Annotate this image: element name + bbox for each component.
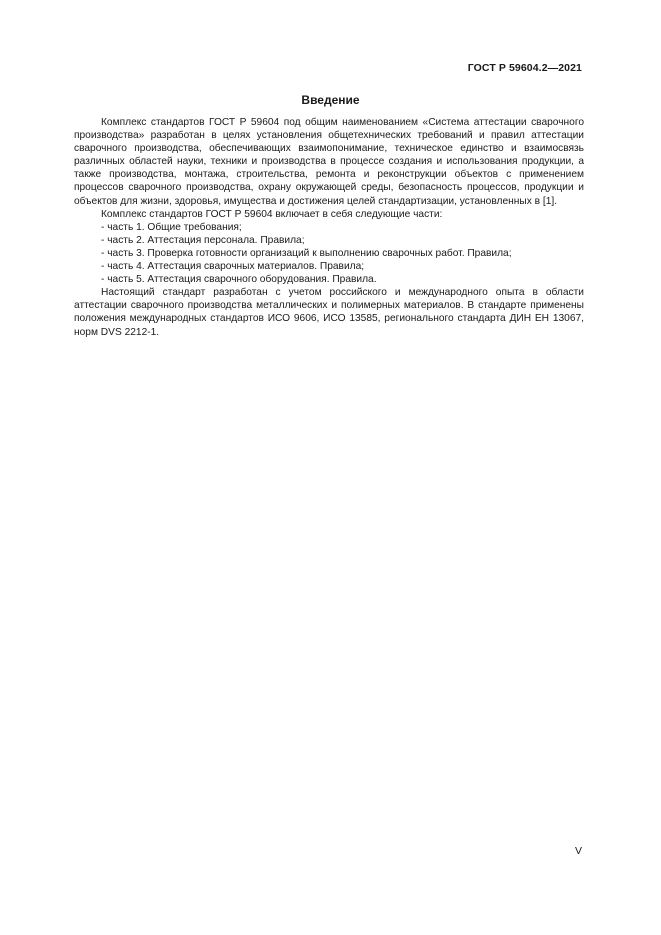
paragraph: Комплекс стандартов ГОСТ Р 59604 включает в себя следующие части: [101,208,443,220]
list-item: - часть 1. Общие требования; [101,221,242,233]
list-item: - часть 5. Аттестация сварочного оборудования. Правила. [101,274,377,286]
document-code: ГОСТ Р 59604.2—2021 [467,62,582,74]
introduction-body [74,116,584,339]
section-title: Введение [301,93,360,107]
list-item: - часть 2. Аттестация персонала. Правила; [101,234,305,246]
parts-list [74,221,584,286]
list-item: - часть 4. Аттестация сварочных материалов. Правила; [101,261,365,273]
paragraph: Комплекс стандартов ГОСТ Р 59604 под общим наименованием «Система аттестации сварочного производства» разработан в целях установления общетехнических требований и правил аттестации сварочного производства, обеспечивающих взаимопонимание, техническое единство и взаимосвязь различных областей науки, техники и производства в процессе создания и использования продукции, а также производства, монтажа, строительства, ремонта и реконструкции объектов с применением процессов сварочного производства, охрану окружающей среды, безопасность процессов, продукции и объектов для жизни, здоровья, имущества и достижения целей стандартизации, установленных в [1]. [74,117,584,207]
list-item: - часть 3. Проверка готовности организаций к выполнению сварочных работ. Правила; [101,247,512,259]
paragraph: Настоящий стандарт разработан с учетом российского и международного опыта в области аттестации сварочного производства металлических и полимерных материалов. В стандарте применены положения международных стандартов ИСО 9606, ИСО 13585, регионального стандарта ДИН ЕН 13067, норм DVS 2212-1. [74,287,584,338]
page-number: V [574,845,582,857]
